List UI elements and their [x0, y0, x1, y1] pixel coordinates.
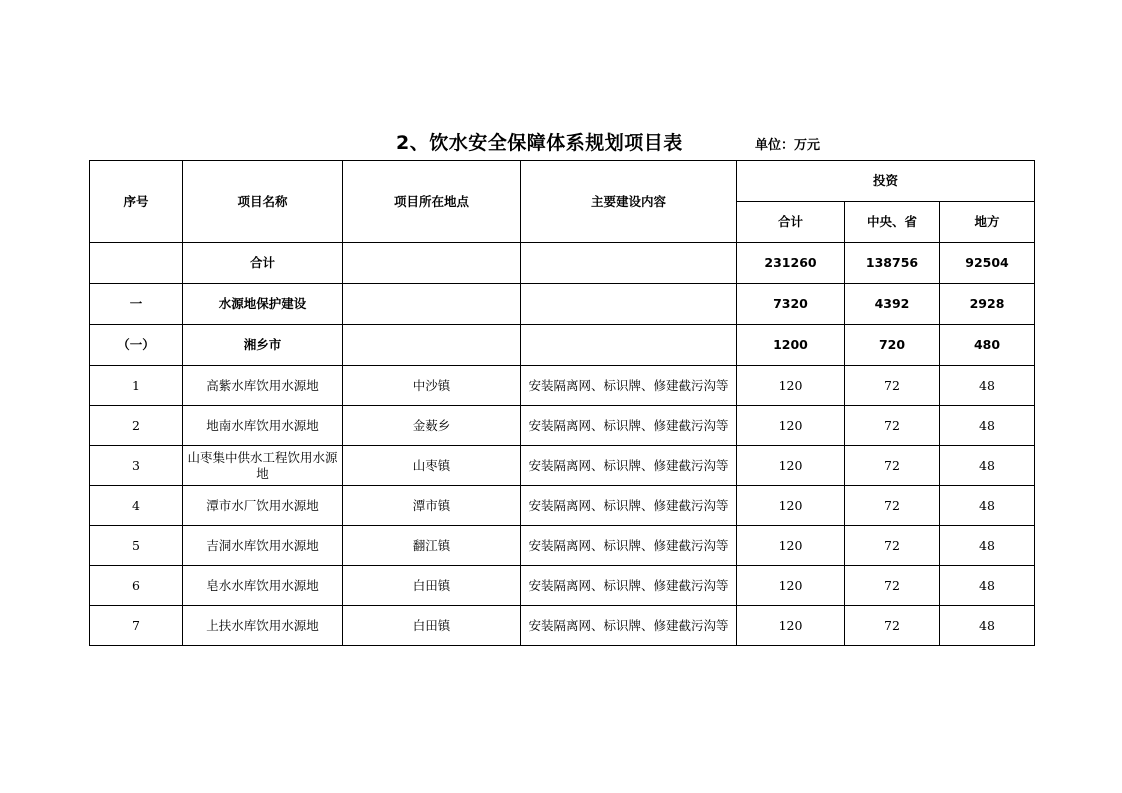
cell-content: 安装隔离网、标识牌、修建截污沟等 — [521, 486, 737, 526]
cell-location: 潭市镇 — [343, 486, 521, 526]
cell-location: 金薮乡 — [343, 406, 521, 446]
header-content: 主要建设内容 — [521, 161, 737, 243]
header-seq: 序号 — [90, 161, 183, 243]
cell-local: 92504 — [940, 243, 1035, 284]
cell-local: 48 — [940, 486, 1035, 526]
cell-seq: 4 — [90, 486, 183, 526]
cell-local: 48 — [940, 446, 1035, 486]
cell-name: 合计 — [183, 243, 343, 284]
cell-seq: 2 — [90, 406, 183, 446]
cell-total: 1200 — [737, 325, 845, 366]
cell-central: 138756 — [845, 243, 940, 284]
cell-name: 潭市水厂饮用水源地 — [183, 486, 343, 526]
cell-location: 白田镇 — [343, 566, 521, 606]
table-row — [90, 446, 1035, 486]
cell-total: 7320 — [737, 284, 845, 325]
cell-name: 上扶水库饮用水源地 — [183, 606, 343, 646]
header-row-1 — [90, 161, 1035, 202]
cell-central: 72 — [845, 566, 940, 606]
cell-location — [343, 284, 521, 325]
header-name: 项目名称 — [183, 161, 343, 243]
table-row — [90, 366, 1035, 406]
header-location: 项目所在地点 — [343, 161, 521, 243]
cell-content: 安装隔离网、标识牌、修建截污沟等 — [521, 526, 737, 566]
cell-seq: 7 — [90, 606, 183, 646]
table-row — [90, 526, 1035, 566]
cell-name: 皂水水库饮用水源地 — [183, 566, 343, 606]
table-row — [90, 486, 1035, 526]
cell-local: 48 — [940, 566, 1035, 606]
cell-seq: 一 — [90, 284, 183, 325]
project-table — [89, 160, 1035, 646]
cell-central: 72 — [845, 446, 940, 486]
cell-content: 安装隔离网、标识牌、修建截污沟等 — [521, 406, 737, 446]
cell-central: 72 — [845, 486, 940, 526]
cell-central: 4392 — [845, 284, 940, 325]
cell-total: 120 — [737, 406, 845, 446]
cell-name: 山枣集中供水工程饮用水源地 — [183, 446, 343, 486]
cell-total: 120 — [737, 366, 845, 406]
cell-content — [521, 284, 737, 325]
cell-seq: 5 — [90, 526, 183, 566]
page-title: 2、饮水安全保障体系规划项目表 — [396, 132, 683, 154]
cell-local: 48 — [940, 406, 1035, 446]
cell-content: 安装隔离网、标识牌、修建截污沟等 — [521, 366, 737, 406]
cell-central: 720 — [845, 325, 940, 366]
cell-name: 吉洞水库饮用水源地 — [183, 526, 343, 566]
cell-content — [521, 243, 737, 284]
table-row — [90, 566, 1035, 606]
cell-local: 480 — [940, 325, 1035, 366]
cell-location — [343, 243, 521, 284]
cell-seq: 1 — [90, 366, 183, 406]
header-local: 地方 — [940, 202, 1035, 243]
cell-local: 48 — [940, 606, 1035, 646]
cell-total: 120 — [737, 526, 845, 566]
cell-total: 120 — [737, 486, 845, 526]
cell-name: 湘乡市 — [183, 325, 343, 366]
header-investment: 投资 — [737, 161, 1035, 202]
cell-location — [343, 325, 521, 366]
cell-location: 山枣镇 — [343, 446, 521, 486]
cell-local: 48 — [940, 526, 1035, 566]
cell-location: 中沙镇 — [343, 366, 521, 406]
unit-label: 单位：万元 — [755, 138, 821, 153]
header-total: 合计 — [737, 202, 845, 243]
cell-central: 72 — [845, 606, 940, 646]
cell-total: 120 — [737, 446, 845, 486]
cell-total: 120 — [737, 566, 845, 606]
cell-content: 安装隔离网、标识牌、修建截污沟等 — [521, 446, 737, 486]
cell-name: 地南水库饮用水源地 — [183, 406, 343, 446]
cell-seq — [90, 243, 183, 284]
cell-location: 白田镇 — [343, 606, 521, 646]
cell-central: 72 — [845, 366, 940, 406]
cell-central: 72 — [845, 526, 940, 566]
cell-total: 120 — [737, 606, 845, 646]
cell-content — [521, 325, 737, 366]
cell-name: 高紫水库饮用水源地 — [183, 366, 343, 406]
cell-seq: 6 — [90, 566, 183, 606]
cell-name: 水源地保护建设 — [183, 284, 343, 325]
cell-content: 安装隔离网、标识牌、修建截污沟等 — [521, 566, 737, 606]
cell-content: 安装隔离网、标识牌、修建截污沟等 — [521, 606, 737, 646]
summary-row-region — [90, 325, 1035, 366]
cell-local: 2928 — [940, 284, 1035, 325]
cell-seq: 3 — [90, 446, 183, 486]
header-central: 中央、省 — [845, 202, 940, 243]
table-row — [90, 606, 1035, 646]
table-row — [90, 406, 1035, 446]
cell-central: 72 — [845, 406, 940, 446]
cell-total: 231260 — [737, 243, 845, 284]
summary-row-total — [90, 243, 1035, 284]
cell-local: 48 — [940, 366, 1035, 406]
summary-row-category — [90, 284, 1035, 325]
cell-location: 翻江镇 — [343, 526, 521, 566]
cell-seq: （一） — [90, 325, 183, 366]
